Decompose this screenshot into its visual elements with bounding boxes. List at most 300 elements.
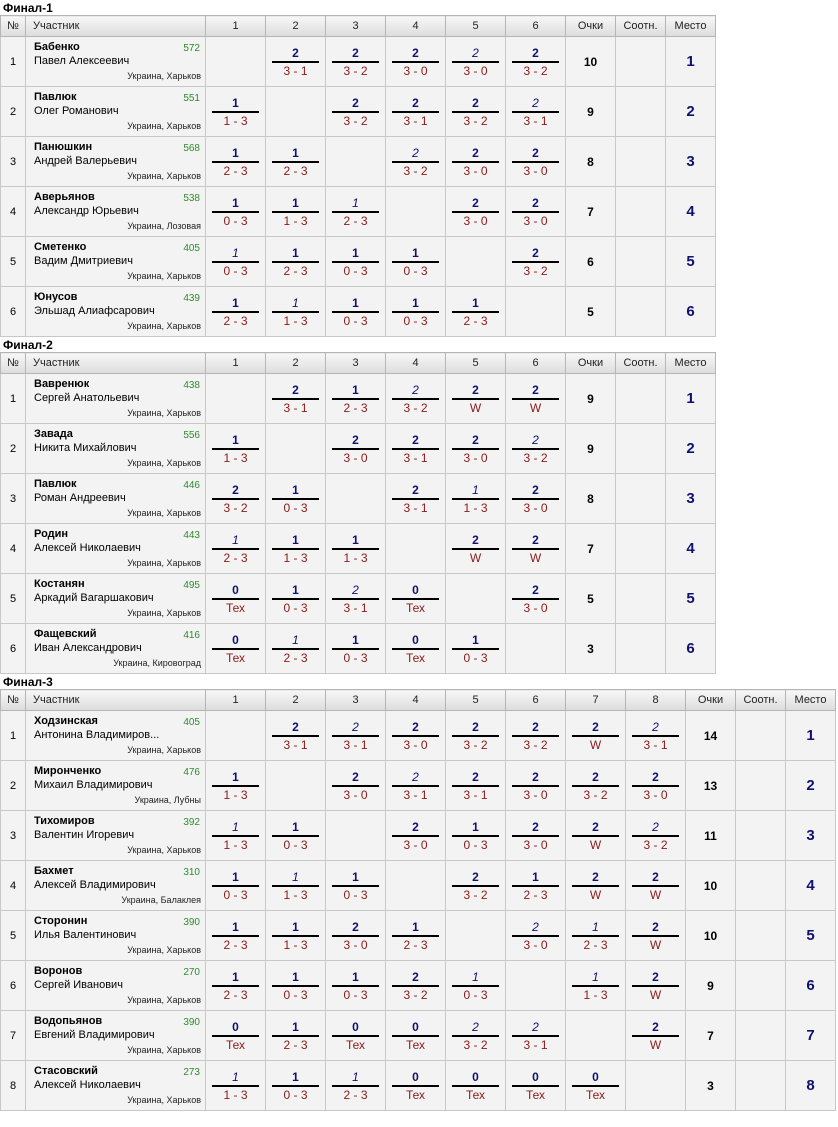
self-match-cell [386, 524, 446, 574]
player-cell[interactable] [26, 374, 206, 424]
match-result-cell[interactable] [326, 761, 386, 811]
player-cell[interactable] [26, 624, 206, 674]
final-place: 5 [786, 911, 836, 961]
player-surname[interactable]: Панюшкин [34, 141, 93, 153]
match-score: W [589, 737, 602, 752]
match-points: 1 [472, 295, 479, 310]
self-match-cell [506, 287, 566, 337]
player-surname[interactable]: Стасовский [34, 1065, 98, 1077]
match-result-cell[interactable] [386, 1011, 446, 1061]
player-surname[interactable]: Юнусов [34, 291, 78, 303]
ratio-cell [616, 137, 666, 187]
match-score: 3 - 0 [523, 163, 548, 178]
player-cell[interactable] [26, 87, 206, 137]
player-cell[interactable] [26, 1011, 206, 1061]
match-result-cell[interactable] [206, 187, 266, 237]
match-result-cell[interactable] [566, 911, 626, 961]
total-points: 5 [566, 574, 616, 624]
match-result-cell[interactable] [266, 811, 326, 861]
match-result-cell[interactable] [506, 811, 566, 861]
match-score: 0 - 3 [463, 987, 488, 1002]
match-points: 1 [232, 769, 239, 784]
match-score: 2 - 3 [223, 987, 248, 1002]
ratio-cell [616, 237, 666, 287]
match-result-cell[interactable] [506, 861, 566, 911]
match-result-cell[interactable] [206, 424, 266, 474]
match-result-cell[interactable] [266, 37, 326, 87]
match-score: 3 - 0 [403, 737, 428, 752]
total-points: 10 [566, 37, 616, 87]
match-result-cell[interactable] [446, 1061, 506, 1111]
match-result-cell[interactable] [386, 911, 446, 961]
match-result-cell[interactable] [446, 474, 506, 524]
match-result-cell[interactable] [206, 911, 266, 961]
result-divider [572, 985, 619, 987]
match-result-cell[interactable] [386, 87, 446, 137]
match-result-cell[interactable] [386, 961, 446, 1011]
match-result-cell[interactable] [326, 911, 386, 961]
match-points: 0 [472, 1069, 479, 1084]
match-result-cell[interactable] [206, 524, 266, 574]
player-rating: 310 [183, 867, 200, 878]
match-result-cell[interactable] [446, 861, 506, 911]
match-result-cell[interactable] [386, 237, 446, 287]
player-cell[interactable] [26, 37, 206, 87]
match-result-cell[interactable] [626, 911, 686, 961]
player-cell[interactable] [26, 574, 206, 624]
player-surname[interactable]: Водопьянов [34, 1015, 103, 1027]
match-result-cell[interactable] [326, 624, 386, 674]
match-result-cell[interactable] [206, 761, 266, 811]
result-divider [452, 885, 499, 887]
match-result-cell[interactable] [566, 1061, 626, 1111]
result-divider [272, 261, 319, 263]
match-result-cell[interactable] [386, 474, 446, 524]
match-points: 1 [232, 245, 239, 260]
player-cell[interactable] [26, 861, 206, 911]
result-divider [332, 111, 379, 113]
player-surname[interactable]: Миронченко [34, 765, 102, 777]
match-result-cell[interactable] [386, 711, 446, 761]
match-result-cell[interactable] [326, 37, 386, 87]
match-points: 2 [652, 969, 659, 984]
match-result-cell[interactable] [626, 961, 686, 1011]
match-score: 3 - 0 [463, 63, 488, 78]
final-place: 4 [666, 187, 716, 237]
match-points: 2 [532, 819, 539, 834]
match-result-cell[interactable] [386, 624, 446, 674]
ratio-cell [736, 811, 786, 861]
table-row [1, 761, 836, 811]
self-match-cell [206, 37, 266, 87]
player-rating: 270 [183, 967, 200, 978]
player-given-name: Павел Алексеевич [34, 55, 130, 67]
match-points: 1 [472, 632, 479, 647]
match-score: 0 - 3 [223, 263, 248, 278]
player-city: Украина, Харьков [127, 321, 201, 331]
match-result-cell[interactable] [266, 574, 326, 624]
match-result-cell[interactable] [266, 861, 326, 911]
match-score: W [469, 400, 482, 415]
match-result-cell[interactable] [506, 237, 566, 287]
row-number: 3 [1, 137, 26, 187]
match-result-cell[interactable] [326, 187, 386, 237]
match-result-cell[interactable] [266, 1011, 326, 1061]
match-score: 3 - 0 [343, 787, 368, 802]
self-match-cell [506, 961, 566, 1011]
match-result-cell[interactable] [266, 374, 326, 424]
match-score: 2 - 3 [223, 313, 248, 328]
player-surname[interactable]: Аверьянов [34, 191, 95, 203]
match-result-cell[interactable] [446, 37, 506, 87]
match-result-cell[interactable] [206, 861, 266, 911]
match-result-cell[interactable] [326, 574, 386, 624]
match-result-cell[interactable] [446, 374, 506, 424]
match-result-cell[interactable] [506, 1011, 566, 1061]
match-result-cell[interactable] [206, 287, 266, 337]
match-score: 0 - 3 [463, 837, 488, 852]
result-divider [632, 935, 679, 937]
match-result-cell[interactable] [446, 961, 506, 1011]
player-rating: 405 [183, 243, 200, 254]
match-result-cell[interactable] [326, 961, 386, 1011]
header-opponent: 2 [266, 690, 326, 711]
match-result-cell[interactable] [446, 287, 506, 337]
player-cell[interactable] [26, 137, 206, 187]
match-result-cell[interactable] [386, 811, 446, 861]
player-given-name: Роман Андреевич [34, 492, 126, 504]
result-divider [512, 498, 559, 500]
match-points: 0 [532, 1069, 539, 1084]
player-cell[interactable] [26, 287, 206, 337]
ratio-cell [616, 524, 666, 574]
match-result-cell[interactable] [626, 1011, 686, 1061]
row-number: 3 [1, 474, 26, 524]
match-points: 2 [412, 969, 419, 984]
player-given-name: Эльшад Алиафсарович [34, 305, 155, 317]
match-points: 0 [232, 1019, 239, 1034]
match-result-cell[interactable] [386, 137, 446, 187]
match-points: 1 [352, 969, 359, 984]
table-row [1, 624, 716, 674]
match-points: 1 [292, 1069, 299, 1084]
player-cell[interactable] [26, 911, 206, 961]
match-result-cell[interactable] [566, 811, 626, 861]
match-result-cell[interactable] [506, 87, 566, 137]
match-points: 1 [412, 919, 419, 934]
self-match-cell [386, 187, 446, 237]
match-result-cell[interactable] [206, 574, 266, 624]
player-surname[interactable]: Ходзинская [34, 715, 98, 727]
match-score: Тех [525, 1087, 546, 1102]
match-result-cell[interactable] [446, 624, 506, 674]
player-cell[interactable] [26, 811, 206, 861]
match-result-cell[interactable] [446, 1011, 506, 1061]
total-points: 7 [566, 187, 616, 237]
ratio-cell [616, 287, 666, 337]
player-cell[interactable] [26, 761, 206, 811]
player-cell[interactable] [26, 711, 206, 761]
row-number: 3 [1, 811, 26, 861]
result-divider [272, 1035, 319, 1037]
match-score: 3 - 0 [523, 500, 548, 515]
header-participant: Участник [26, 16, 206, 37]
player-cell[interactable] [26, 187, 206, 237]
player-cell[interactable] [26, 961, 206, 1011]
match-score: 3 - 0 [403, 837, 428, 852]
match-result-cell[interactable] [626, 761, 686, 811]
match-result-cell[interactable] [326, 87, 386, 137]
result-divider [632, 985, 679, 987]
match-result-cell[interactable] [506, 711, 566, 761]
player-surname[interactable]: Сметенко [34, 241, 87, 253]
match-score: 3 - 0 [523, 787, 548, 802]
player-city: Украина, Лозовая [127, 221, 201, 231]
match-result-cell[interactable] [626, 811, 686, 861]
match-result-cell[interactable] [206, 237, 266, 287]
match-points: 0 [412, 582, 419, 597]
match-result-cell[interactable] [206, 1011, 266, 1061]
match-result-cell[interactable] [266, 237, 326, 287]
match-result-cell[interactable] [206, 624, 266, 674]
match-points: 2 [352, 719, 359, 734]
match-result-cell[interactable] [266, 137, 326, 187]
match-result-cell[interactable] [446, 137, 506, 187]
match-result-cell[interactable] [506, 911, 566, 961]
match-result-cell[interactable] [386, 424, 446, 474]
player-surname[interactable]: Фащевский [34, 628, 97, 640]
match-points: 2 [412, 482, 419, 497]
player-cell[interactable] [26, 237, 206, 287]
match-points: 1 [292, 869, 299, 884]
match-result-cell[interactable] [446, 524, 506, 574]
final-place: 6 [666, 624, 716, 674]
player-surname[interactable]: Павлюк [34, 478, 77, 490]
match-score: 3 - 1 [403, 113, 428, 128]
match-score: 3 - 2 [463, 887, 488, 902]
match-result-cell[interactable] [566, 711, 626, 761]
match-result-cell[interactable] [506, 374, 566, 424]
match-result-cell[interactable] [206, 474, 266, 524]
match-result-cell[interactable] [446, 811, 506, 861]
player-given-name: Алексей Николаевич [34, 542, 141, 554]
match-result-cell[interactable] [386, 1061, 446, 1111]
match-result-cell[interactable] [566, 761, 626, 811]
results-table [0, 352, 716, 674]
match-result-cell[interactable] [326, 524, 386, 574]
match-result-cell[interactable] [326, 374, 386, 424]
match-score: 3 - 1 [403, 787, 428, 802]
match-result-cell[interactable] [506, 1061, 566, 1111]
result-divider [452, 111, 499, 113]
row-number: 2 [1, 87, 26, 137]
player-surname[interactable]: Сторонин [34, 915, 88, 927]
result-divider [212, 211, 259, 213]
player-city: Украина, Харьков [127, 945, 201, 955]
match-result-cell[interactable] [266, 474, 326, 524]
match-result-cell[interactable] [206, 87, 266, 137]
match-result-cell[interactable] [206, 961, 266, 1011]
match-points: 1 [472, 819, 479, 834]
match-score: 0 - 3 [343, 313, 368, 328]
result-divider [272, 885, 319, 887]
match-result-cell[interactable] [266, 524, 326, 574]
match-score: 0 - 3 [283, 600, 308, 615]
match-result-cell[interactable] [626, 861, 686, 911]
match-result-cell[interactable] [326, 711, 386, 761]
player-city: Украина, Харьков [127, 995, 201, 1005]
match-result-cell[interactable] [506, 474, 566, 524]
match-result-cell[interactable] [446, 187, 506, 237]
match-result-cell[interactable] [326, 1061, 386, 1111]
ratio-cell [736, 761, 786, 811]
match-points: 2 [532, 1019, 539, 1034]
result-divider [452, 311, 499, 313]
match-result-cell[interactable] [566, 861, 626, 911]
result-divider [272, 598, 319, 600]
match-result-cell[interactable] [446, 87, 506, 137]
header-points: Очки [566, 353, 616, 374]
match-points: 2 [472, 195, 479, 210]
total-points: 9 [566, 374, 616, 424]
row-number: 2 [1, 761, 26, 811]
match-score: 0 - 3 [343, 263, 368, 278]
final-place: 3 [786, 811, 836, 861]
result-divider [452, 1035, 499, 1037]
result-divider [332, 211, 379, 213]
match-result-cell[interactable] [206, 1061, 266, 1111]
match-points: 2 [592, 769, 599, 784]
ratio-cell [616, 424, 666, 474]
match-points: 1 [292, 582, 299, 597]
match-points: 2 [532, 95, 539, 110]
match-result-cell[interactable] [326, 861, 386, 911]
match-result-cell[interactable] [446, 711, 506, 761]
match-result-cell[interactable] [566, 961, 626, 1011]
header-num: № [1, 16, 26, 37]
match-score: 1 - 3 [583, 987, 608, 1002]
player-city: Украина, Харьков [127, 1045, 201, 1055]
player-surname[interactable]: Павлюк [34, 91, 77, 103]
result-divider [212, 498, 259, 500]
result-divider [272, 498, 319, 500]
total-points: 7 [566, 524, 616, 574]
match-score: 3 - 0 [523, 937, 548, 952]
player-cell[interactable] [26, 424, 206, 474]
match-result-cell[interactable] [626, 711, 686, 761]
match-result-cell[interactable] [326, 424, 386, 474]
match-score: 3 - 1 [343, 737, 368, 752]
player-cell[interactable] [26, 474, 206, 524]
player-surname[interactable]: Вавренюк [34, 378, 90, 390]
player-surname[interactable]: Завада [34, 428, 73, 440]
match-points: 1 [532, 869, 539, 884]
header-opponent: 5 [446, 16, 506, 37]
player-surname[interactable]: Родин [34, 528, 69, 540]
match-score: 3 - 0 [463, 213, 488, 228]
result-divider [332, 311, 379, 313]
result-divider [512, 111, 559, 113]
final-place: 5 [666, 574, 716, 624]
match-points: 1 [292, 532, 299, 547]
match-result-cell[interactable] [506, 574, 566, 624]
ratio-cell [616, 187, 666, 237]
result-divider [272, 835, 319, 837]
match-points: 2 [292, 719, 299, 734]
match-score: W [649, 937, 662, 952]
match-result-cell[interactable] [386, 574, 446, 624]
match-result-cell[interactable] [446, 761, 506, 811]
player-city: Украина, Харьков [127, 1095, 201, 1105]
match-result-cell[interactable] [506, 37, 566, 87]
result-divider [332, 261, 379, 263]
match-result-cell[interactable] [506, 137, 566, 187]
match-points: 2 [592, 819, 599, 834]
match-result-cell[interactable] [506, 424, 566, 474]
match-result-cell[interactable] [386, 287, 446, 337]
row-number: 4 [1, 524, 26, 574]
match-result-cell[interactable] [206, 137, 266, 187]
match-points: 1 [232, 195, 239, 210]
match-result-cell[interactable] [506, 761, 566, 811]
match-result-cell[interactable] [326, 237, 386, 287]
match-result-cell[interactable] [386, 761, 446, 811]
match-result-cell[interactable] [326, 1011, 386, 1061]
player-rating: 443 [183, 530, 200, 541]
final-place: 7 [786, 1011, 836, 1061]
match-score: 1 - 3 [283, 937, 308, 952]
player-surname[interactable]: Тихомиров [34, 815, 95, 827]
player-surname[interactable]: Бахмет [34, 865, 74, 877]
match-result-cell[interactable] [266, 711, 326, 761]
match-score: 3 - 1 [283, 400, 308, 415]
match-score: 2 - 3 [463, 313, 488, 328]
result-divider [212, 835, 259, 837]
match-result-cell[interactable] [206, 811, 266, 861]
match-score: Тех [465, 1087, 486, 1102]
match-points: 1 [352, 532, 359, 547]
result-divider [392, 311, 439, 313]
result-divider [332, 61, 379, 63]
match-result-cell[interactable] [266, 1061, 326, 1111]
match-result-cell[interactable] [326, 287, 386, 337]
match-result-cell[interactable] [266, 287, 326, 337]
match-score: 3 - 0 [343, 450, 368, 465]
match-result-cell[interactable] [386, 374, 446, 424]
header-opponent: 4 [386, 353, 446, 374]
match-result-cell[interactable] [266, 624, 326, 674]
match-result-cell[interactable] [266, 187, 326, 237]
match-score: 3 - 1 [463, 787, 488, 802]
player-surname[interactable]: Костанян [34, 578, 85, 590]
match-result-cell[interactable] [506, 187, 566, 237]
player-cell[interactable] [26, 1061, 206, 1111]
match-points: 2 [472, 1019, 479, 1034]
player-surname[interactable]: Бабенко [34, 41, 80, 53]
match-result-cell[interactable] [506, 524, 566, 574]
match-result-cell[interactable] [386, 37, 446, 87]
result-divider [392, 1035, 439, 1037]
player-surname[interactable]: Воронов [34, 965, 83, 977]
match-result-cell[interactable] [446, 424, 506, 474]
player-cell[interactable] [26, 524, 206, 574]
ratio-cell [616, 574, 666, 624]
match-result-cell[interactable] [266, 911, 326, 961]
match-score: 3 - 2 [523, 737, 548, 752]
match-score: W [529, 550, 542, 565]
ratio-cell [616, 474, 666, 524]
match-result-cell[interactable] [266, 961, 326, 1011]
